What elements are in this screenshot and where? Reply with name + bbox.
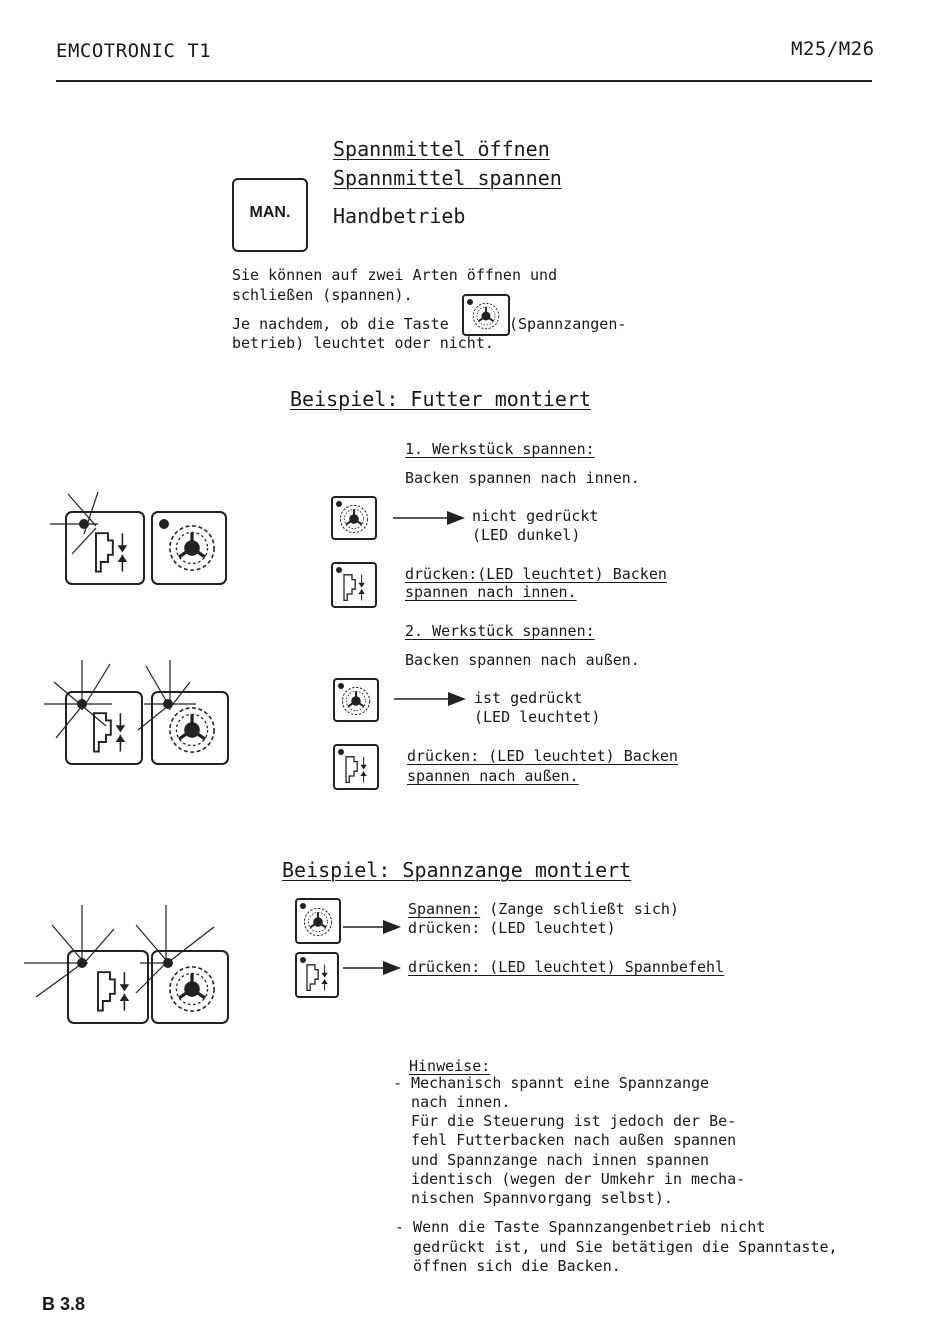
clamp-icon	[297, 954, 337, 996]
arrow-icon	[343, 958, 403, 978]
step1-title: 1. Werkstück spannen:	[405, 440, 595, 458]
note1-line-3: Für die Steuerung ist jedoch der Be-	[393, 1112, 737, 1130]
intro-line-2: schließen (spannen).	[232, 286, 413, 304]
step1-state-2: (LED dunkel)	[472, 526, 581, 544]
collet-icon	[333, 498, 375, 538]
collet-line-2: drücken: (LED leuchtet)	[408, 919, 616, 937]
collet-icon	[335, 680, 377, 720]
collet-clamp-key[interactable]	[295, 952, 339, 998]
collet-line-1-label: Spannen:	[408, 900, 481, 918]
intro-line-1: Sie können auf zwei Arten öffnen und	[232, 266, 558, 284]
collet-line-1-rest: (Zange schließt sich)	[480, 900, 679, 918]
step2-clamp-key[interactable]	[333, 744, 379, 790]
step1-desc: Backen spannen nach innen.	[405, 469, 640, 487]
man-key-label: MAN.	[249, 204, 291, 221]
intro-line-4: betrieb) leuchtet oder nicht.	[232, 334, 494, 352]
notes-title: Hinweise:	[409, 1057, 491, 1075]
clamp-icon	[335, 746, 377, 788]
collet-line-1	[408, 900, 679, 920]
collet-keys-illustration	[24, 905, 244, 1030]
step1-action-2: spannen nach innen.	[405, 583, 577, 601]
collet-line-3: drücken: (LED leuchtet) Spannbefehl	[408, 958, 725, 976]
step1-action-1: drücken:(LED leuchtet) Backen	[405, 565, 667, 583]
note1-line-2: nach innen.	[393, 1093, 511, 1111]
note2-line-3: öffnen sich die Backen.	[395, 1257, 621, 1275]
step1-state-1: nicht gedrückt	[472, 507, 599, 525]
note2-line-2: gedrückt ist, und Sie betätigen die Spanntaste,	[395, 1238, 838, 1256]
step2-title: 2. Werkstück spannen:	[405, 622, 595, 640]
note2-line-1: - Wenn die Taste Spannzangenbetrieb nicht	[395, 1218, 766, 1236]
man-key[interactable]	[232, 178, 308, 252]
step1-collet-key[interactable]	[331, 496, 377, 540]
collet-icon	[297, 900, 339, 942]
note1-line-4: fehl Futterbacken nach außen spannen	[393, 1131, 737, 1149]
intro-line-3b: (Spannzangen-	[509, 315, 627, 333]
header-title: EMCOTRONIC T1	[56, 40, 212, 62]
collet-icon	[464, 296, 508, 334]
step1-clamp-key[interactable]	[331, 562, 377, 608]
collet-key-inline[interactable]	[462, 294, 510, 336]
heading-chuck: Beispiel: Futter montiert	[290, 387, 592, 411]
step1-keys-illustration	[40, 488, 240, 588]
step2-keys-illustration	[40, 660, 240, 770]
title-clamp: Spannmittel spannen	[333, 166, 562, 190]
step2-action-1: drücken: (LED leuchtet) Backen	[407, 747, 678, 765]
note1-line-6: identisch (wegen der Umkehr in mecha-	[393, 1170, 746, 1188]
step2-collet-key[interactable]	[333, 678, 379, 722]
arrow-icon	[393, 508, 467, 528]
header-model: M25/M26	[791, 38, 875, 60]
step2-action-2: spannen nach außen.	[407, 767, 579, 785]
intro-line-3a: Je nachdem, ob die Taste	[232, 315, 449, 333]
title-open: Spannmittel öffnen	[333, 137, 550, 161]
header-rule	[56, 80, 872, 82]
step2-desc: Backen spannen nach außen.	[405, 651, 640, 669]
arrow-icon	[343, 917, 403, 937]
title-mode: Handbetrieb	[333, 204, 466, 228]
heading-collet: Beispiel: Spannzange montiert	[282, 858, 632, 882]
page-number: B 3.8	[42, 1294, 86, 1314]
collet-mode-key[interactable]	[295, 898, 341, 944]
note1-line-5: und Spannzange nach innen spannen	[393, 1151, 710, 1169]
note1-line-7: nischen Spannvorgang selbst).	[393, 1189, 673, 1207]
step2-state-2: (LED leuchtet)	[474, 708, 601, 726]
note1-line-1: - Mechanisch spannt eine Spannzange	[393, 1074, 710, 1092]
arrow-icon	[394, 689, 468, 709]
clamp-icon	[333, 564, 375, 606]
step2-state-1: ist gedrückt	[474, 689, 583, 707]
